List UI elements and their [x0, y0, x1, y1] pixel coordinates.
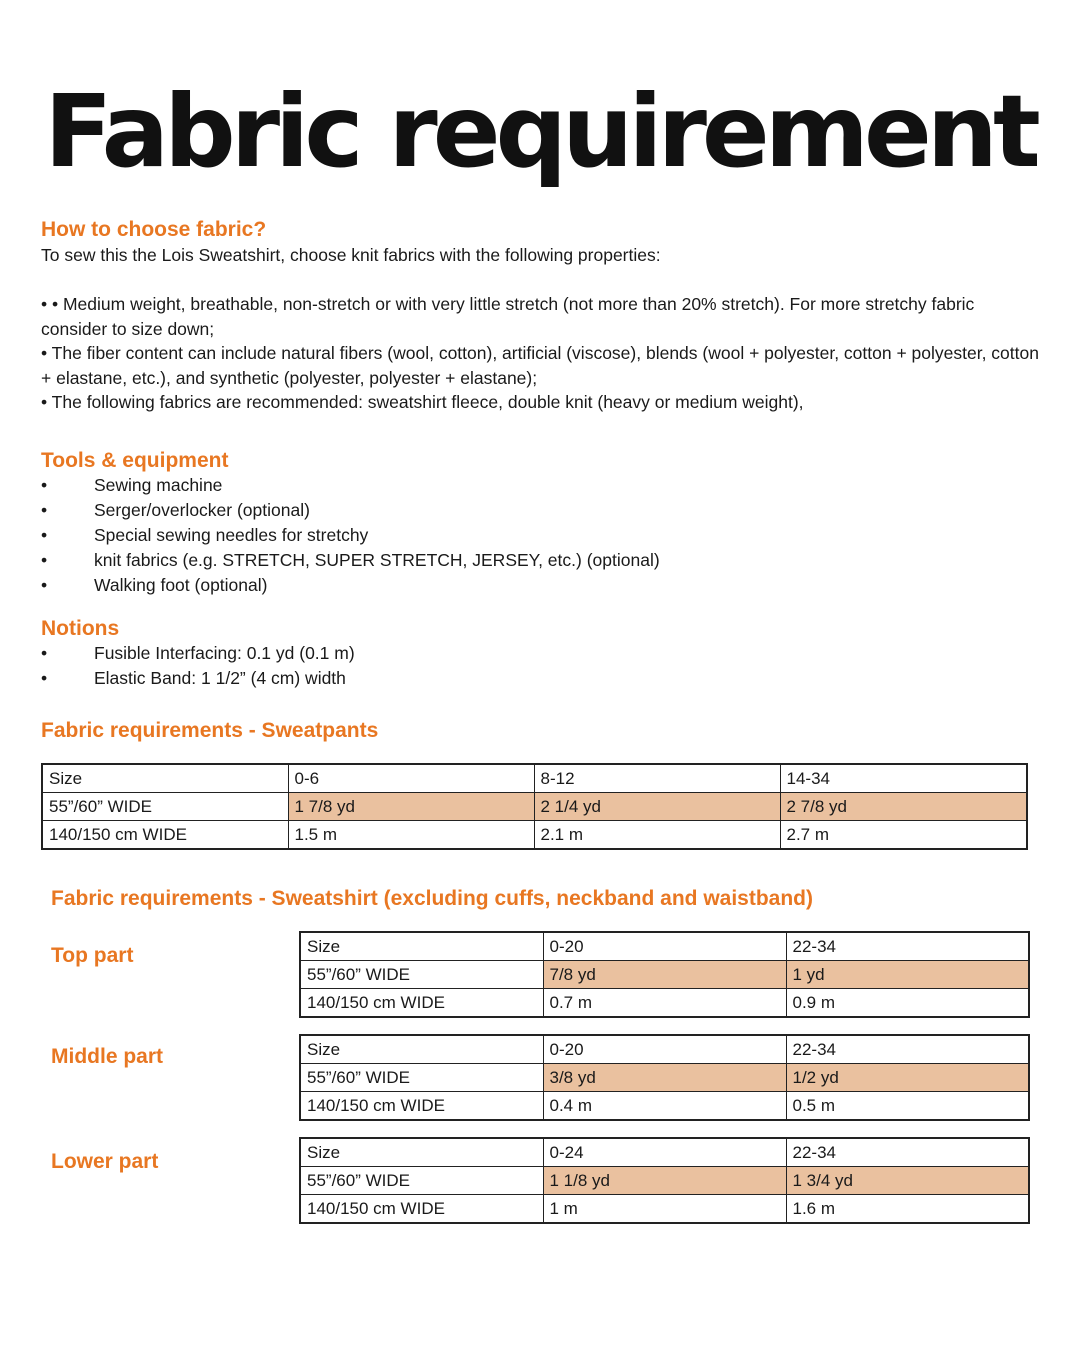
table-cell: 1.6 m	[786, 1195, 1029, 1224]
row-label: 55”/60” WIDE	[300, 1064, 543, 1092]
table-cell: 0.5 m	[786, 1092, 1029, 1121]
table-cell: 0-24	[543, 1138, 786, 1167]
table-row	[300, 932, 1029, 961]
table-row	[300, 1167, 1029, 1195]
table-cell: 0.7 m	[543, 989, 786, 1018]
tools-heading: Tools & equipment	[41, 449, 229, 472]
table-row	[300, 1138, 1029, 1167]
table-cell: 2 7/8 yd	[780, 793, 1027, 821]
row-label: 140/150 cm WIDE	[300, 1092, 543, 1121]
fabric-property-recommended: • The following fabrics are recommended: sweatshirt fleece, double knit (heavy or medium weight),	[41, 392, 804, 413]
list-item	[41, 498, 660, 523]
tool-walking-foot: Walking foot (optional)	[94, 575, 268, 595]
table-row	[300, 1035, 1029, 1064]
table-row	[300, 1092, 1029, 1121]
size-header: Size	[300, 932, 543, 961]
middle-part-table	[299, 1034, 1030, 1121]
table-cell: 0.9 m	[786, 989, 1029, 1018]
list-item	[41, 473, 660, 498]
table-cell: 3/8 yd	[543, 1064, 786, 1092]
tools-list	[41, 473, 660, 598]
table-cell: 14-34	[780, 764, 1027, 793]
table-cell: 0.4 m	[543, 1092, 786, 1121]
lower-part-table	[299, 1137, 1030, 1224]
table-cell: 2.1 m	[534, 821, 780, 850]
row-label: 140/150 cm WIDE	[42, 821, 288, 850]
sweatpants-table	[41, 763, 1028, 850]
notions-heading: Notions	[41, 617, 120, 640]
row-label: 55”/60” WIDE	[300, 1167, 543, 1195]
row-label: 55”/60” WIDE	[42, 793, 288, 821]
size-header: Size	[300, 1138, 543, 1167]
notion-interfacing: Fusible Interfacing: 0.1 yd (0.1 m)	[94, 643, 355, 663]
bullet-icon: •	[41, 525, 48, 545]
row-label: 140/150 cm WIDE	[300, 1195, 543, 1224]
table-cell: 1 1/8 yd	[543, 1167, 786, 1195]
table-row	[42, 793, 1027, 821]
table-row	[300, 961, 1029, 989]
list-item	[41, 573, 660, 598]
table-cell: 22-34	[786, 1035, 1029, 1064]
table-row	[300, 989, 1029, 1018]
table-cell: 1.5 m	[288, 821, 534, 850]
table-cell: 0-20	[543, 932, 786, 961]
page-title: Fabric requirement	[44, 73, 1036, 190]
bullet-icon: •	[41, 550, 48, 570]
table-cell: 22-34	[786, 1138, 1029, 1167]
bullet-icon: •	[41, 668, 48, 688]
table-cell: 2.7 m	[780, 821, 1027, 850]
size-header: Size	[42, 764, 288, 793]
table-cell: 1 m	[543, 1195, 786, 1224]
bullet-icon: •	[41, 643, 48, 663]
fabric-property-weight: • • Medium weight, breathable, non-stretch or with very little stretch (not more than 20% stretch). For more stretchy fabric consider to size down;	[41, 294, 975, 339]
table-cell: 22-34	[786, 932, 1029, 961]
top-part-label: Top part	[51, 944, 134, 967]
table-cell: 1/2 yd	[786, 1064, 1029, 1092]
table-cell: 1 3/4 yd	[786, 1167, 1029, 1195]
fabric-property-fiber: • The fiber content can include natural fibers (wool, cotton), artificial (viscose), blends (wool + polyester, cotton + polyester, cotton + elastane, etc.), and synthetic (polyester, polyester + elastane);	[41, 343, 1039, 388]
sweatpants-heading: Fabric requirements - Sweatpants	[41, 719, 379, 742]
lower-part-label: Lower part	[51, 1150, 159, 1173]
row-label: 140/150 cm WIDE	[300, 989, 543, 1018]
bullet-icon: •	[41, 500, 48, 520]
table-row	[300, 1064, 1029, 1092]
tool-knit-fabrics: knit fabrics (e.g. STRETCH, SUPER STRETCH, JERSEY, etc.) (optional)	[94, 550, 660, 570]
size-header: Size	[300, 1035, 543, 1064]
notions-list	[41, 641, 355, 691]
middle-part-label: Middle part	[51, 1045, 164, 1068]
table-cell: 1 yd	[786, 961, 1029, 989]
row-label: 55”/60” WIDE	[300, 961, 543, 989]
table-row	[42, 821, 1027, 850]
list-item	[41, 523, 660, 548]
table-cell: 0-20	[543, 1035, 786, 1064]
choose-fabric-intro: To sew this the Lois Sweatshirt, choose knit fabrics with the following properties:	[41, 245, 661, 265]
tool-sewing-machine: Sewing machine	[94, 475, 223, 495]
list-item	[41, 666, 355, 691]
table-cell: 7/8 yd	[543, 961, 786, 989]
table-row	[42, 764, 1027, 793]
table-cell: 2 1/4 yd	[534, 793, 780, 821]
choose-fabric-heading: How to choose fabric?	[41, 218, 267, 241]
tool-needles: Special sewing needles for stretchy	[94, 525, 369, 545]
sweatshirt-heading: Fabric requirements - Sweatshirt (excluding cuffs, neckband and waistband)	[51, 887, 813, 910]
bullet-icon: •	[41, 475, 48, 495]
tool-serger: Serger/overlocker (optional)	[94, 500, 310, 520]
table-cell: 8-12	[534, 764, 780, 793]
table-cell: 0-6	[288, 764, 534, 793]
notion-elastic-band: Elastic Band: 1 1/2” (4 cm) width	[94, 668, 346, 688]
table-cell: 1 7/8 yd	[288, 793, 534, 821]
list-item	[41, 641, 355, 666]
list-item	[41, 548, 660, 573]
table-row	[300, 1195, 1029, 1224]
top-part-table	[299, 931, 1030, 1018]
fabric-properties	[41, 292, 1041, 415]
bullet-icon: •	[41, 575, 48, 595]
